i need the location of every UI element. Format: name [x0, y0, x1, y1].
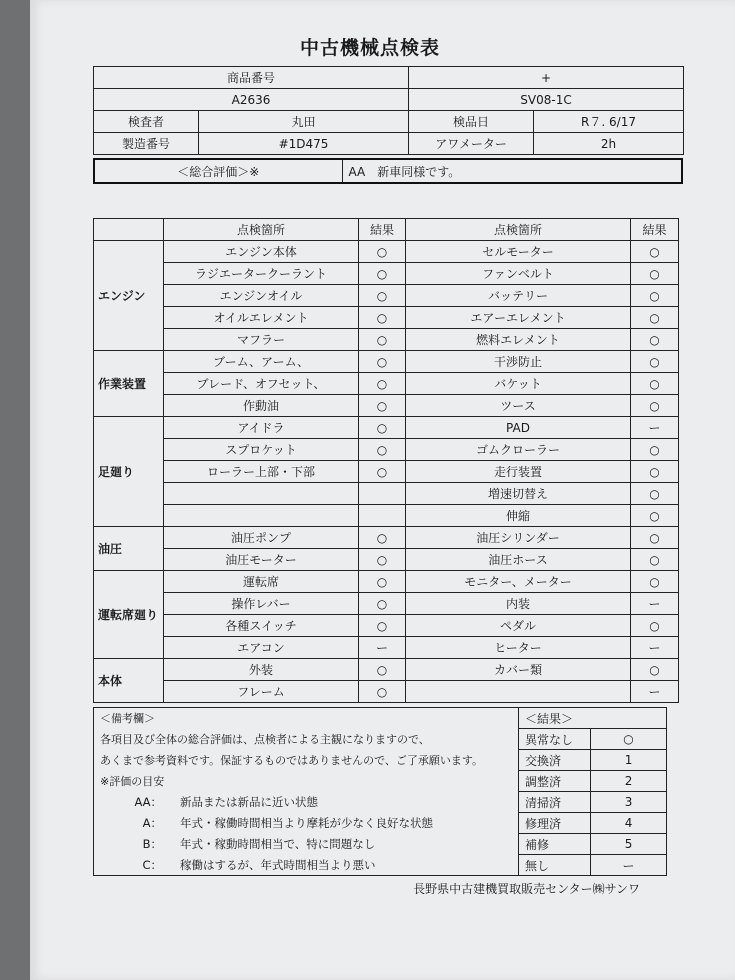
- result-left: ○: [359, 395, 406, 417]
- check-item-left: ブレード、オフセット、: [164, 373, 359, 395]
- result-right: ー: [631, 417, 679, 439]
- table-row: [94, 571, 679, 593]
- check-item-left: エアコン: [164, 637, 359, 659]
- grade-code: A：: [142, 816, 162, 830]
- result-right: ○: [631, 395, 679, 417]
- table-row: [94, 417, 679, 439]
- grade-code: C：: [142, 857, 162, 872]
- check-item-right: 増速切替え: [406, 483, 631, 505]
- legend-key: 清掃済: [519, 792, 591, 813]
- legend-key: 異常なし: [519, 729, 591, 750]
- date-label: 検品日: [409, 111, 534, 133]
- result-left: [359, 505, 406, 527]
- table-row: [94, 395, 679, 417]
- grade-description: 新品または新品に近い状態: [180, 795, 318, 809]
- table-row: [94, 351, 679, 373]
- result-left: ○: [359, 241, 406, 263]
- page-title: 中古機械点検表: [299, 37, 440, 59]
- group-label: 足廻り: [94, 417, 164, 527]
- inspection-table: [93, 218, 679, 703]
- check-item-left: フレーム: [164, 681, 359, 703]
- grade-description: 年式・稼働時間相当より摩耗が少なく良好な状態: [180, 816, 433, 830]
- legend-key: 交換済: [519, 750, 591, 771]
- check-item-left: ブーム、アーム、: [164, 351, 359, 373]
- check-item-left: マフラー: [164, 329, 359, 351]
- check-item-right: ゴムクローラー: [406, 439, 631, 461]
- notes-line-1: 各項目及び全体の総合評価は、点検者による主観になりますので、: [94, 729, 519, 750]
- col-result-left: 結果: [359, 219, 406, 241]
- check-item-right: カバー類: [406, 659, 631, 681]
- check-item-right: 走行装置: [406, 461, 631, 483]
- result-left: ○: [359, 329, 406, 351]
- result-right: ○: [631, 483, 679, 505]
- check-item-right: PAD: [406, 417, 631, 439]
- col-check-left: 点検箇所: [164, 219, 359, 241]
- legend-key: 補修: [519, 834, 591, 855]
- result-right: ○: [631, 263, 679, 285]
- result-left: ○: [359, 439, 406, 461]
- result-left: ○: [359, 285, 406, 307]
- check-item-right: エアーエレメント: [406, 307, 631, 329]
- check-item-right: 油圧シリンダー: [406, 527, 631, 549]
- grade-guide-label: ※評価の目安: [94, 771, 519, 792]
- legend-label: ＜結果＞: [519, 708, 667, 729]
- plus-mark: +: [409, 67, 684, 89]
- check-item-right: 内装: [406, 593, 631, 615]
- legend-value: 4: [591, 813, 667, 834]
- legend-value: ー: [591, 855, 667, 876]
- result-right: ○: [631, 505, 679, 527]
- notes-line-2: あくまで参考資料です。保証するものではありませんので、ご了承願います。: [94, 750, 519, 771]
- check-item-left: 作動油: [164, 395, 359, 417]
- table-row: [94, 681, 679, 703]
- check-item-right: ペダル: [406, 615, 631, 637]
- result-right: ○: [631, 571, 679, 593]
- group-label: 作業装置: [94, 351, 164, 417]
- result-right: ○: [631, 615, 679, 637]
- inspector: 丸田: [199, 111, 409, 133]
- result-right: ー: [631, 681, 679, 703]
- serial-label: 製造番号: [94, 133, 199, 155]
- legend-key: 修理済: [519, 813, 591, 834]
- group-label: エンジン: [94, 241, 164, 351]
- check-item-right: 油圧ホース: [406, 549, 631, 571]
- notes-table: [93, 707, 667, 876]
- check-item-right: バッテリー: [406, 285, 631, 307]
- check-item-right: 干渉防止: [406, 351, 631, 373]
- table-row: [94, 483, 679, 505]
- table-row: [94, 637, 679, 659]
- check-item-right: バケット: [406, 373, 631, 395]
- table-row: [94, 307, 679, 329]
- table-row: [94, 527, 679, 549]
- col-group: [94, 219, 164, 241]
- result-left: ○: [359, 549, 406, 571]
- legend-key: 調整済: [519, 771, 591, 792]
- table-row: [94, 439, 679, 461]
- check-item-right: 燃料エレメント: [406, 329, 631, 351]
- hours: 2h: [534, 133, 684, 155]
- check-item-left: ラジエータークーラント: [164, 263, 359, 285]
- check-item-left: ローラー上部・下部: [164, 461, 359, 483]
- grade-row: [94, 834, 519, 855]
- result-left: ー: [359, 637, 406, 659]
- result-left: ○: [359, 681, 406, 703]
- result-left: ○: [359, 417, 406, 439]
- grade-description: 稼働はするが、年式時間相当より悪い: [180, 857, 376, 872]
- col-check-right: 点検箇所: [406, 219, 631, 241]
- table-row: [94, 461, 679, 483]
- date: R７. 6/17: [534, 111, 684, 133]
- check-item-right: モニター、メーター: [406, 571, 631, 593]
- hour-label: アワメーター: [409, 133, 534, 155]
- notes-label: ＜備考欄＞: [94, 708, 519, 729]
- overall-value: AA 新車同様です。: [342, 159, 682, 183]
- grade-row: [94, 792, 519, 813]
- legend-value: ○: [591, 729, 667, 750]
- result-right: ○: [631, 351, 679, 373]
- check-item-right: 伸縮: [406, 505, 631, 527]
- result-right: ○: [631, 285, 679, 307]
- result-right: ○: [631, 461, 679, 483]
- footer-company: 長野県中古建機買取販売センター㈱サンワ: [413, 882, 640, 896]
- check-item-right: ツース: [406, 395, 631, 417]
- table-row: [94, 659, 679, 681]
- result-right: ○: [631, 241, 679, 263]
- check-item-left: 操作レバー: [164, 593, 359, 615]
- result-right: ○: [631, 373, 679, 395]
- model: SV08-1C: [409, 89, 684, 111]
- result-right: ー: [631, 637, 679, 659]
- result-left: ○: [359, 461, 406, 483]
- table-row: [94, 263, 679, 285]
- result-left: ○: [359, 373, 406, 395]
- result-right: ○: [631, 329, 679, 351]
- check-item-left: 各種スイッチ: [164, 615, 359, 637]
- grade-row: [94, 855, 519, 876]
- result-left: [359, 483, 406, 505]
- check-item-left: 油圧ポンプ: [164, 527, 359, 549]
- result-right: ○: [631, 549, 679, 571]
- table-row: [94, 329, 679, 351]
- legend-value: 3: [591, 792, 667, 813]
- check-item-left: エンジン本体: [164, 241, 359, 263]
- result-left: ○: [359, 593, 406, 615]
- legend-value: 2: [591, 771, 667, 792]
- table-row: [94, 241, 679, 263]
- legend-value: 1: [591, 750, 667, 771]
- check-item-right: ヒーター: [406, 637, 631, 659]
- inspector-label: 検査者: [94, 111, 199, 133]
- check-item-left: オイルエレメント: [164, 307, 359, 329]
- table-row: [94, 505, 679, 527]
- legend-key: 無し: [519, 855, 591, 876]
- group-label: 運転席廻り: [94, 571, 164, 659]
- overall-row: [93, 158, 683, 184]
- col-result-right: 結果: [631, 219, 679, 241]
- legend-value: 5: [591, 834, 667, 855]
- group-label: 油圧: [94, 527, 164, 571]
- check-item-right: セルモーター: [406, 241, 631, 263]
- grade-code: B：: [142, 837, 162, 851]
- check-item-left: エンジンオイル: [164, 285, 359, 307]
- result-right: ○: [631, 307, 679, 329]
- check-item-left: 油圧モーター: [164, 549, 359, 571]
- result-left: ○: [359, 571, 406, 593]
- result-left: ○: [359, 659, 406, 681]
- result-right: ○: [631, 439, 679, 461]
- overall-label: ＜総合評価＞※: [177, 164, 260, 179]
- check-item-left: 運転席: [164, 571, 359, 593]
- check-item-left: スプロケット: [164, 439, 359, 461]
- result-left: ○: [359, 263, 406, 285]
- result-left: ○: [359, 351, 406, 373]
- result-right: ○: [631, 527, 679, 549]
- result-left: ○: [359, 527, 406, 549]
- check-item-right: ファンベルト: [406, 263, 631, 285]
- grade-row: [94, 813, 519, 834]
- table-row: [94, 373, 679, 395]
- serial: #1D475: [199, 133, 409, 155]
- product-no: A2636: [94, 89, 409, 111]
- grade-description: 年式・稼動時間相当で、特に問題なし: [180, 837, 376, 851]
- check-item-left: [164, 483, 359, 505]
- check-item-left: [164, 505, 359, 527]
- check-item-left: アイドラ: [164, 417, 359, 439]
- group-label: 本体: [94, 659, 164, 703]
- product-no-label: 商品番号: [94, 67, 409, 89]
- result-left: ○: [359, 615, 406, 637]
- table-row: [94, 285, 679, 307]
- table-row: [94, 549, 679, 571]
- table-row: [94, 593, 679, 615]
- result-right: ー: [631, 593, 679, 615]
- result-left: ○: [359, 307, 406, 329]
- check-item-left: 外装: [164, 659, 359, 681]
- grade-code: AA：: [134, 795, 162, 809]
- header-table: [93, 66, 684, 155]
- table-row: [94, 615, 679, 637]
- result-right: ○: [631, 659, 679, 681]
- check-item-right: [406, 681, 631, 703]
